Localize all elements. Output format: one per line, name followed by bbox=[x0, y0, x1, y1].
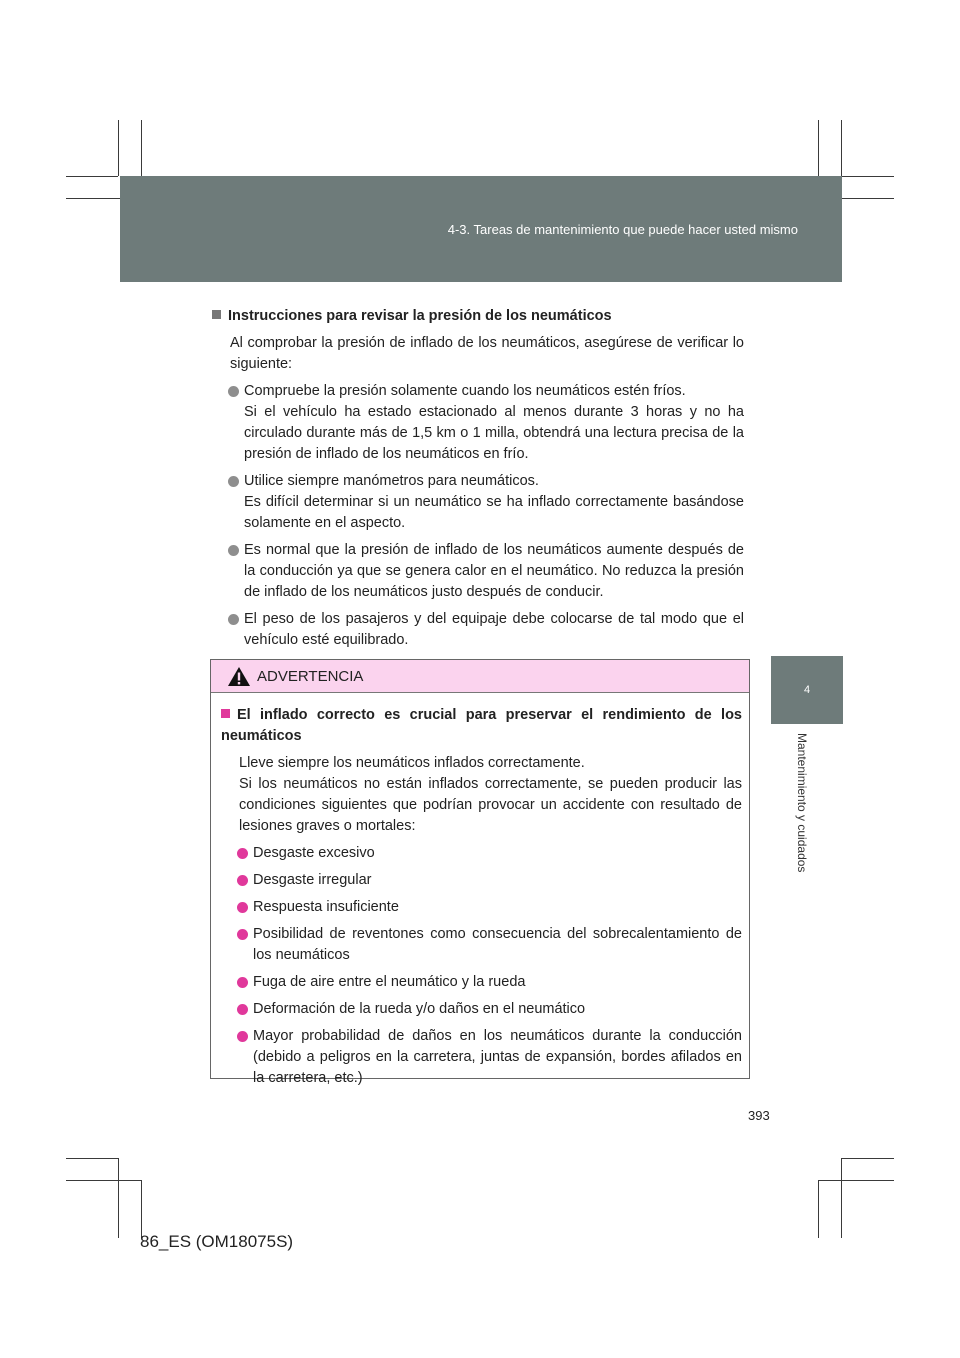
page-header bbox=[120, 176, 842, 282]
warning-title: ADVERTENCIA bbox=[257, 667, 364, 685]
list-item: Mayor probabilidad de daños en los neumáticos durante la conducción (debido a peligros en la carretera, juntas de expansión, bordes afilados en la carretera, etc.) bbox=[221, 1026, 742, 1089]
header-title: 4-3. Tareas de mantenimiento que puede hacer usted mismo bbox=[447, 222, 798, 237]
warning-body bbox=[211, 693, 749, 1089]
list-item: El peso de los pasajeros y del equipaje debe colocarse de tal modo que el vehículo esté equilibrado. bbox=[212, 609, 744, 651]
crop-mark bbox=[841, 1158, 842, 1238]
bullet-dot-icon bbox=[237, 1031, 248, 1042]
crop-mark bbox=[818, 1180, 819, 1238]
bullet-dot-icon bbox=[237, 848, 248, 859]
chapter-label: Mantenimiento y cuidados bbox=[795, 733, 809, 873]
list-item: Fuga de aire entre el neumático y la rueda bbox=[221, 972, 742, 993]
crop-mark bbox=[118, 120, 119, 176]
bullet-dot-icon bbox=[237, 875, 248, 886]
list-item: Deformación de la rueda y/o daños en el neumático bbox=[221, 999, 742, 1020]
list-item: Posibilidad de reventones como consecuencia del sobrecalentamiento de los neumáticos bbox=[221, 924, 742, 966]
bullet-dot-icon bbox=[228, 545, 239, 556]
bullet-dot-icon bbox=[228, 476, 239, 487]
bullet-dot-icon bbox=[237, 1004, 248, 1015]
bullet-dot-icon bbox=[237, 929, 248, 940]
crop-mark bbox=[141, 1180, 142, 1238]
crop-mark bbox=[118, 1158, 119, 1238]
crop-mark bbox=[841, 120, 842, 176]
chapter-tab: 4 bbox=[771, 656, 843, 724]
section-intro: Al comprobar la presión de inflado de los neumáticos, asegúrese de verificar lo siguiente: bbox=[230, 335, 744, 372]
bullet-dot-icon bbox=[228, 614, 239, 625]
warning-header bbox=[211, 660, 749, 693]
list-item: Es normal que la presión de inflado de los neumáticos aumente después de la conducción ya que se genera calor en el neumático. No reduzca la presión de inflado de los neumáticos justo después de conducir. bbox=[212, 540, 744, 603]
bullet-dot-icon bbox=[237, 977, 248, 988]
crop-mark bbox=[66, 176, 118, 177]
list-item: Desgaste excesivo bbox=[221, 843, 742, 864]
crop-mark bbox=[66, 1158, 118, 1159]
square-bullet-icon bbox=[221, 709, 230, 718]
crop-mark bbox=[818, 1180, 894, 1181]
warning-triangle-icon bbox=[227, 666, 251, 687]
crop-mark bbox=[842, 1158, 894, 1159]
crop-mark bbox=[66, 1180, 141, 1181]
crop-mark bbox=[842, 176, 894, 177]
warning-intro: Lleve siempre los neumáticos inflados correctamente. Si los neumáticos no están inflados correctamente, se pueden producir las condiciones siguientes que podrían provocar un accidente con resultado de lesiones graves o mortales: bbox=[239, 755, 742, 834]
warning-box bbox=[210, 659, 750, 1086]
bullet-dot-icon bbox=[237, 902, 248, 913]
section-content bbox=[212, 306, 744, 657]
list-item: Respuesta insuficiente bbox=[221, 897, 742, 918]
list-item: Utilice siempre manómetros para neumáticos. Es difícil determinar si un neumático se ha inflado correctamente basándose solamente en el aspecto. bbox=[212, 471, 744, 534]
square-bullet-icon bbox=[212, 310, 221, 319]
list-item: Compruebe la presión solamente cuando los neumáticos estén fríos. Si el vehículo ha estado estacionado al menos durante 3 horas y no ha circulado durante más de 1,5 km o 1 milla, obtendrá una lectura precisa de la presión de inflado de los neumáticos en frío. bbox=[212, 381, 744, 465]
list-item: Desgaste irregular bbox=[221, 870, 742, 891]
page-number: 393 bbox=[748, 1108, 770, 1123]
section-heading: Instrucciones para revisar la presión de los neumáticos bbox=[212, 306, 744, 327]
document-code: 86_ES (OM18075S) bbox=[140, 1232, 294, 1251]
warning-heading: El inflado correcto es crucial para preservar el rendimiento de los neumáticos bbox=[221, 707, 742, 744]
bullet-dot-icon bbox=[228, 386, 239, 397]
